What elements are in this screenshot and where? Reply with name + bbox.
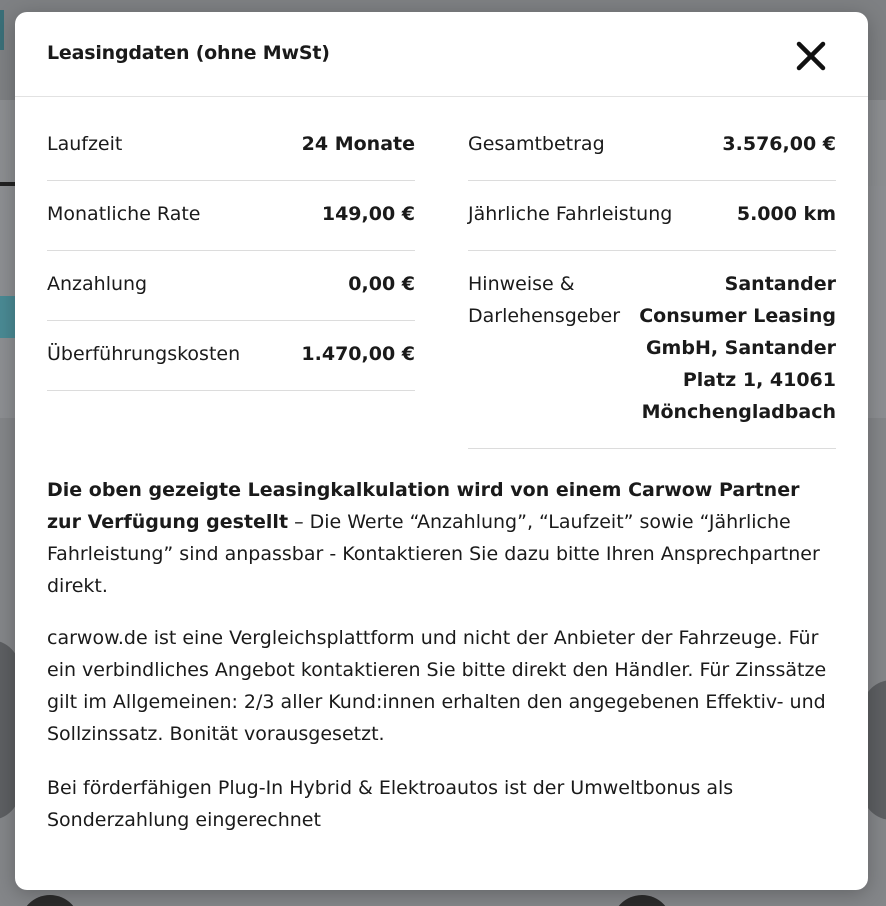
detail-label: Überführungskosten <box>47 343 241 365</box>
detail-value: Santander Consumer Leasing GmbH, Santander Platz 1, 41061 Mönchengladbach <box>639 273 836 423</box>
detail-value: 3.576,00 € <box>722 133 836 155</box>
background-pill <box>0 296 16 338</box>
detail-row-gesamtbetrag <box>468 128 836 181</box>
detail-row-anzahlung <box>47 251 415 321</box>
detail-label: Gesamtbetrag <box>468 133 605 155</box>
detail-value: 0,00 € <box>348 273 415 295</box>
detail-value: 24 Monate <box>301 133 415 155</box>
details-column-left <box>47 128 415 391</box>
detail-label: Monatliche Rate <box>47 203 201 225</box>
detail-row-ueberfuehrungskosten <box>47 321 415 391</box>
detail-row-darlehensgeber <box>468 251 836 449</box>
detail-value: 5.000 km <box>736 203 836 225</box>
detail-label: Jährliche Fahrleistung <box>468 203 673 225</box>
background-card <box>0 10 4 50</box>
modal-header <box>15 12 868 97</box>
disclaimer-partner-text: – Die Werte “Anzahlung”, “Laufzeit” sowie “Jährliche Fahrleistung” sind anpassbar - Kontaktieren Sie dazu bitte Ihren Ansprechpartner direkt. <box>47 511 820 597</box>
modal-title: Leasingdaten (ohne MwSt) <box>47 42 330 64</box>
disclaimer-umweltbonus: Bei förderfähigen Plug-In Hybrid & Elektroautos ist der Umweltbonus als Sonderzahlung eingerechnet <box>47 777 734 831</box>
disclaimer-platform: carwow.de ist eine Vergleichsplattform und nicht der Anbieter der Fahrzeuge. Für ein verbindliches Angebot kontaktieren Sie bitte direkt den Händler. Für Zinssätze gilt im Allgemeinen: 2/3 aller Kund:innen erhalten den angegebenen Effektiv- und Sollzinssatz. Bonität vorausgesetzt. <box>47 627 827 745</box>
close-button[interactable] <box>789 34 833 78</box>
detail-value: 1.470,00 € <box>301 343 415 365</box>
detail-row-monatliche-rate <box>47 181 415 251</box>
details-column-right <box>468 128 836 449</box>
leasing-details-modal <box>15 12 868 890</box>
disclaimer-partner-bold: Die oben gezeigte Leasingkalkulation wird von einem Carwow Partner zur Verfügung gestellt <box>47 479 800 533</box>
detail-row-laufzeit <box>47 128 415 181</box>
detail-label: Anzahlung <box>47 273 148 295</box>
close-icon <box>789 34 833 78</box>
disclaimer-partner <box>47 474 837 602</box>
detail-label: Hinweise & Darlehensgeber <box>468 273 621 327</box>
detail-row-jaehrliche-fahrleistung <box>468 181 836 251</box>
detail-value: 149,00 € <box>321 203 415 225</box>
detail-label: Laufzeit <box>47 133 123 155</box>
